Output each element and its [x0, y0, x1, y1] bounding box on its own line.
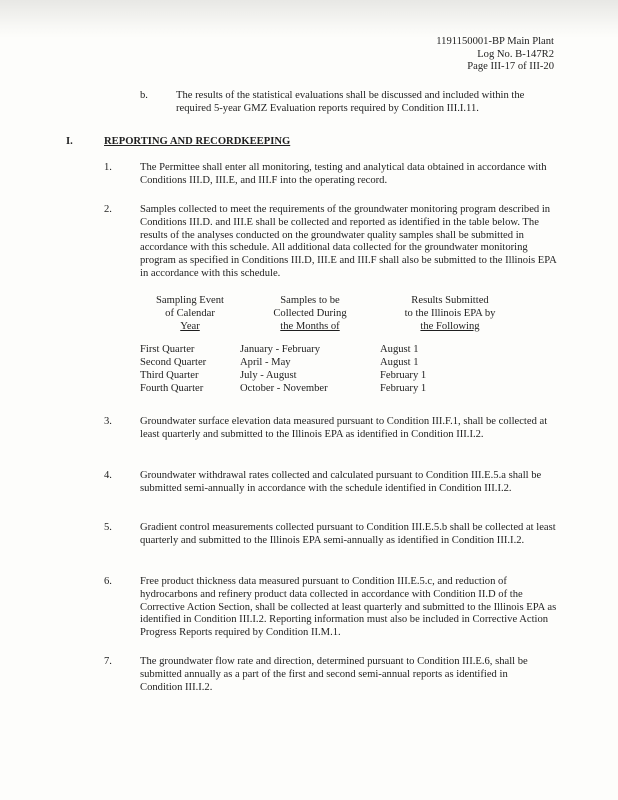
- section-letter: I.: [66, 136, 73, 147]
- table-header-row: [140, 294, 520, 307]
- table-cell: February 1: [380, 383, 427, 394]
- table-cell: August 1: [380, 344, 419, 355]
- item-4-number: 4.: [104, 470, 112, 481]
- header-cell: Collected During: [273, 308, 347, 319]
- item-1-number: 1.: [104, 162, 112, 173]
- table-cell: Second Quarter: [140, 357, 207, 368]
- table-cell: Fourth Quarter: [140, 383, 204, 394]
- page-number: Page III-17 of III-20: [467, 61, 554, 73]
- schedule-table: [140, 294, 520, 395]
- item-2-text: Samples collected to meet the requirements of the groundwater monitoring program described in Conditions III.D. and III.E shall be collected and reported as identified in the table below. The results of the analyses conducted on the groundwater quality samples shall be submitted in accordance with this schedule. All additional data collected for the groundwater monitoring program as specified in Conditions III.D, III.E and III.F shall also be submitted to the Illinois EPA in accordance with this schedule.: [140, 204, 557, 279]
- table-cell: First Quarter: [140, 344, 195, 355]
- table-cell: April - May: [240, 357, 291, 368]
- header-cell: Results Submitted: [411, 295, 489, 306]
- header-cell: Samples to be: [280, 295, 340, 306]
- item-b-text: The results of the statistical evaluations shall be discussed and included within the required 5-year GMZ Evaluation reports required by Condition III.I.11.: [176, 90, 525, 114]
- table-header-row: [140, 320, 520, 333]
- table-header-row: [140, 307, 520, 320]
- item-3-number: 3.: [104, 416, 112, 427]
- item-1-text: The Permittee shall enter all monitoring, testing and analytical data obtained in accordance with Conditions III.D, III.E, and III.F into the operating record.: [140, 162, 547, 186]
- header-cell: Sampling Event: [156, 295, 224, 306]
- item-5-number: 5.: [104, 522, 112, 533]
- item-b-label: b.: [140, 90, 148, 101]
- page-header: [436, 36, 554, 74]
- table-cell: August 1: [380, 357, 419, 368]
- header-cell: Year: [180, 321, 200, 332]
- log-number: Log No. B-147R2: [477, 48, 554, 60]
- table-row: [140, 382, 520, 395]
- item-7-number: 7.: [104, 656, 112, 667]
- header-cell: to the Illinois EPA by: [404, 308, 496, 319]
- table-row: [140, 343, 520, 356]
- table-row: [140, 369, 520, 382]
- item-5-text: Gradient control measurements collected pursuant to Condition III.E.5.b shall be collected at least quarterly and submitted to the Illinois EPA semi-annually as identified in Condition III.I.2.: [140, 522, 556, 546]
- table-cell: July - August: [240, 370, 297, 381]
- table-cell: February 1: [380, 370, 427, 381]
- table-cell: January - February: [240, 344, 321, 355]
- facility-id: 1191150001-BP Main Plant: [436, 36, 554, 47]
- table-cell: October - November: [240, 383, 328, 394]
- item-3-text: Groundwater surface elevation data measured pursuant to Condition III.F.1, shall be collected at least quarterly and submitted to the Illinois EPA as identified in Condition III.I.2.: [140, 416, 548, 440]
- table-row: [140, 356, 520, 369]
- section-title: REPORTING AND RECORDKEEPING: [104, 136, 291, 147]
- item-6-number: 6.: [104, 576, 112, 587]
- item-2-number: 2.: [104, 204, 112, 215]
- table-cell: Third Quarter: [140, 370, 199, 381]
- scan-shadow: [0, 0, 618, 38]
- header-cell: of Calendar: [165, 308, 215, 319]
- item-4-text: Groundwater withdrawal rates collected and calculated pursuant to Condition III.E.5.a shall be submitted semi-annually in accordance with the schedule identified in Condition III.I.2.: [140, 470, 542, 494]
- header-cell: the Months of: [280, 321, 340, 332]
- item-6-text: Free product thickness data measured pursuant to Condition III.E.5.c, and reduction of hydrocarbons and refinery product data collected in accordance with Condition II.D of the Corrective Action Section, shall be collected at least quarterly and submitted to the Illinois EPA as identified in Condition III.I.2. Reporting information must also be included in Corrective Action Progress Reports required by Condition II.M.1.: [140, 576, 557, 639]
- header-cell: the Following: [420, 321, 480, 332]
- item-7-text: The groundwater flow rate and direction, determined pursuant to Condition III.E.6, shall be submitted annually as a part of the first and second semi-annual reports as identified in Condition III.I.2.: [140, 656, 528, 693]
